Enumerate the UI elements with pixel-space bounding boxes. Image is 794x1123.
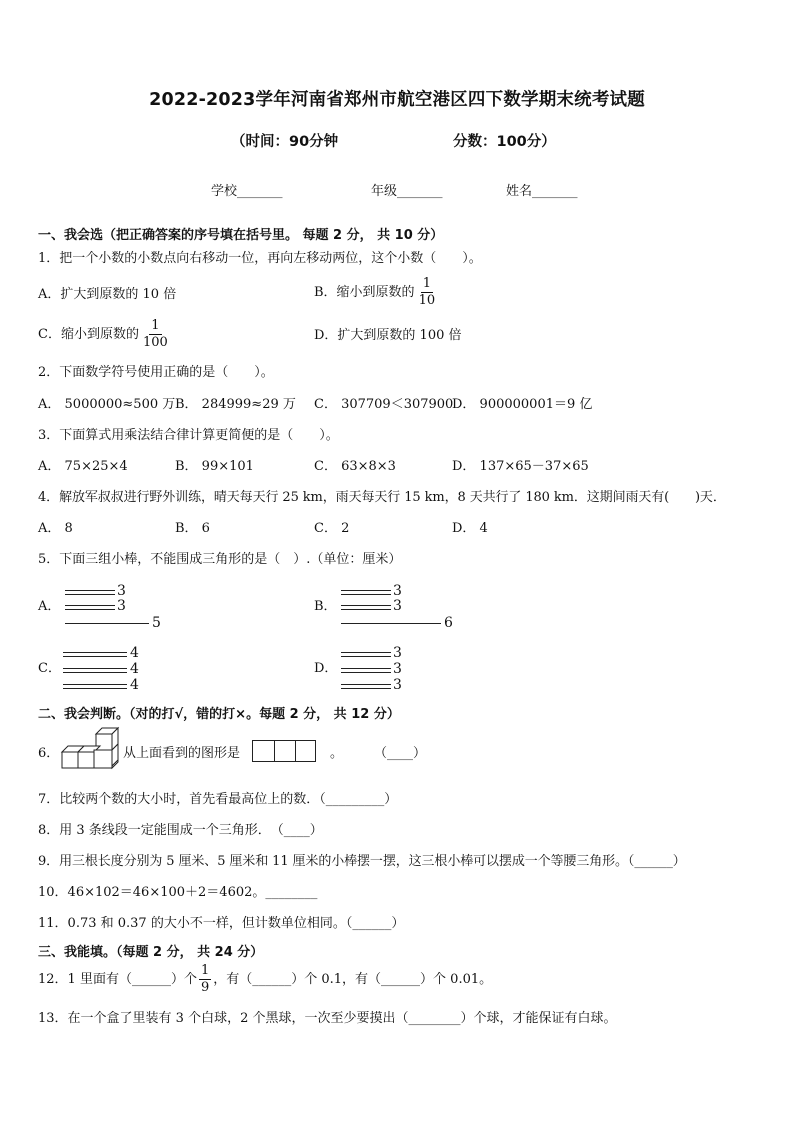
- school-field[interactable]: 学校_______: [211, 184, 283, 199]
- fraction-1-100: [141, 318, 170, 351]
- fraction-denominator: 100: [142, 335, 168, 350]
- stick-a2: [65, 605, 115, 610]
- question-7: 7．比较两个数的大小时，首先看最高位上的数．（_________）: [38, 792, 398, 807]
- question-9: 9．用三根长度分别为 5 厘米、5 厘米和 11 厘米的小棒摆一摆，这三根小棒可以摆成一个等腰三角形。（______）: [38, 854, 686, 869]
- question-12-pre: 12．1 里面有（______）个: [38, 972, 197, 987]
- stick-length-label: 3: [117, 583, 126, 599]
- option-2a[interactable]: A． 5000000≈500 万: [38, 397, 176, 412]
- option-2b[interactable]: B． 284999≈29 万: [175, 397, 296, 412]
- option-3c[interactable]: C． 63×8×3: [314, 459, 396, 474]
- name-field[interactable]: 姓名_______: [506, 184, 578, 199]
- question-11: 11．0.73 和 0.37 的大小不一样，但计数单位相同。（______）: [38, 916, 405, 931]
- stick-length-label: 6: [444, 615, 453, 631]
- time-info: （时间：90分钟: [231, 134, 339, 150]
- option-1b-label: B．缩小到原数的: [314, 285, 415, 300]
- question-1: 1．把一个小数的小数点向右移动一位，再向左移动两位，这个小数（ ）。: [38, 251, 482, 266]
- top-view-divider: [295, 741, 296, 761]
- question-5: 5．下面三组小棒，不能围成三角形的是（ ）.（单位：厘米）: [38, 552, 402, 567]
- stick-length-label: 5: [152, 615, 161, 631]
- stick-length-label: 3: [393, 661, 402, 677]
- section-heading-1: 一、我会选（把正确答案的序号填在括号里。 每题 2 分， 共 10 分）: [38, 228, 444, 243]
- fraction-1-9: [199, 963, 211, 996]
- stick-c3: [63, 684, 127, 689]
- option-4a[interactable]: A． 8: [38, 521, 73, 536]
- stick-length-label: 3: [393, 645, 402, 661]
- section-heading-2: 二、我会判断。（对的打√，错的打×。每题 2 分， 共 12 分）: [38, 707, 400, 722]
- question-6-text: 从上面看到的图形是: [123, 746, 241, 761]
- stick-length-label: 3: [393, 598, 402, 614]
- question-13: 13．在一个盒了里装有 3 个白球，2 个黑球，一次至少要摸出（________）个球，才能保证有白球。: [38, 1011, 617, 1026]
- option-3b[interactable]: B． 99×101: [175, 459, 254, 474]
- stick-d2: [341, 668, 391, 673]
- option-4d[interactable]: D． 4: [452, 521, 488, 536]
- score-info: 分数：100分）: [453, 134, 556, 150]
- question-4: 4．解放军叔叔进行野外训练，晴天每天行 25 km，雨天每天行 15 km，8 天共行了 180 km．这期间雨天有( )天．: [38, 490, 726, 505]
- option-1d[interactable]: D．扩大到原数的 100 倍: [314, 328, 462, 343]
- top-view-divider: [274, 741, 275, 761]
- fraction-denominator: 10: [418, 293, 436, 308]
- option-5b[interactable]: B．: [314, 599, 337, 614]
- stick-a1: [65, 590, 115, 595]
- option-5c[interactable]: C．: [38, 661, 61, 676]
- question-6-end: 。: [330, 746, 344, 761]
- stick-a3: [65, 623, 149, 624]
- stick-c1: [63, 652, 127, 657]
- question-8: 8．用 3 条线段一定能围成一个三角形． （____）: [38, 823, 323, 838]
- option-1b[interactable]: [314, 276, 439, 309]
- exam-title: 2022-2023学年河南省郑州市航空港区四下数学期末统考试题: [149, 90, 645, 110]
- stick-d3: [341, 684, 391, 689]
- stick-b2: [341, 605, 391, 610]
- answer-blank-6[interactable]: （____）: [374, 746, 427, 761]
- option-5d[interactable]: D．: [314, 661, 338, 676]
- section-heading-3: 三、我能填。（每题 2 分， 共 24 分）: [38, 945, 264, 960]
- option-4c[interactable]: C． 2: [314, 521, 350, 536]
- fraction-1-10: [417, 276, 438, 309]
- option-3a[interactable]: A． 75×25×4: [38, 459, 128, 474]
- stick-d1: [341, 652, 391, 657]
- question-12-post: ，有（______）个 0.1，有（______）个 0.01。: [213, 972, 493, 987]
- fraction-numerator: 1: [200, 963, 210, 978]
- option-2d[interactable]: D． 900000001＝9 亿: [452, 397, 593, 412]
- question-6-number: 6．: [38, 746, 60, 761]
- fraction-denominator: 9: [200, 980, 210, 995]
- stick-c2: [63, 668, 127, 673]
- option-4b[interactable]: B． 6: [175, 521, 210, 536]
- stick-b1: [341, 590, 391, 595]
- option-1c[interactable]: [38, 318, 172, 351]
- question-3: 3．下面算式用乘法结合律计算更简便的是（ ）。: [38, 428, 339, 443]
- stick-b3: [341, 623, 441, 624]
- option-1c-label: C．缩小到原数的: [38, 327, 139, 342]
- question-2: 2．下面数学符号使用正确的是（ ）。: [38, 365, 274, 380]
- fraction-numerator: 1: [151, 318, 160, 333]
- option-3d[interactable]: D． 137×65－37×65: [452, 459, 589, 474]
- stick-length-label: 4: [130, 677, 139, 693]
- stick-length-label: 4: [130, 645, 139, 661]
- grade-field[interactable]: 年级_______: [371, 184, 443, 199]
- stick-length-label: 4: [130, 661, 139, 677]
- option-1a[interactable]: A．扩大到原数的 10 倍: [38, 287, 177, 302]
- option-2c[interactable]: C． 307709＜307900: [314, 397, 454, 412]
- fraction-numerator: 1: [422, 276, 431, 291]
- top-view-figure: [252, 740, 316, 762]
- question-12: [38, 963, 492, 996]
- question-10: 10．46×102＝46×100＋2＝4602。________: [38, 885, 318, 900]
- stick-length-label: 3: [393, 677, 402, 693]
- stick-length-label: 3: [393, 583, 402, 599]
- stick-length-label: 3: [117, 598, 126, 614]
- option-5a[interactable]: A．: [38, 599, 61, 614]
- cube-stack-figure: [58, 724, 124, 776]
